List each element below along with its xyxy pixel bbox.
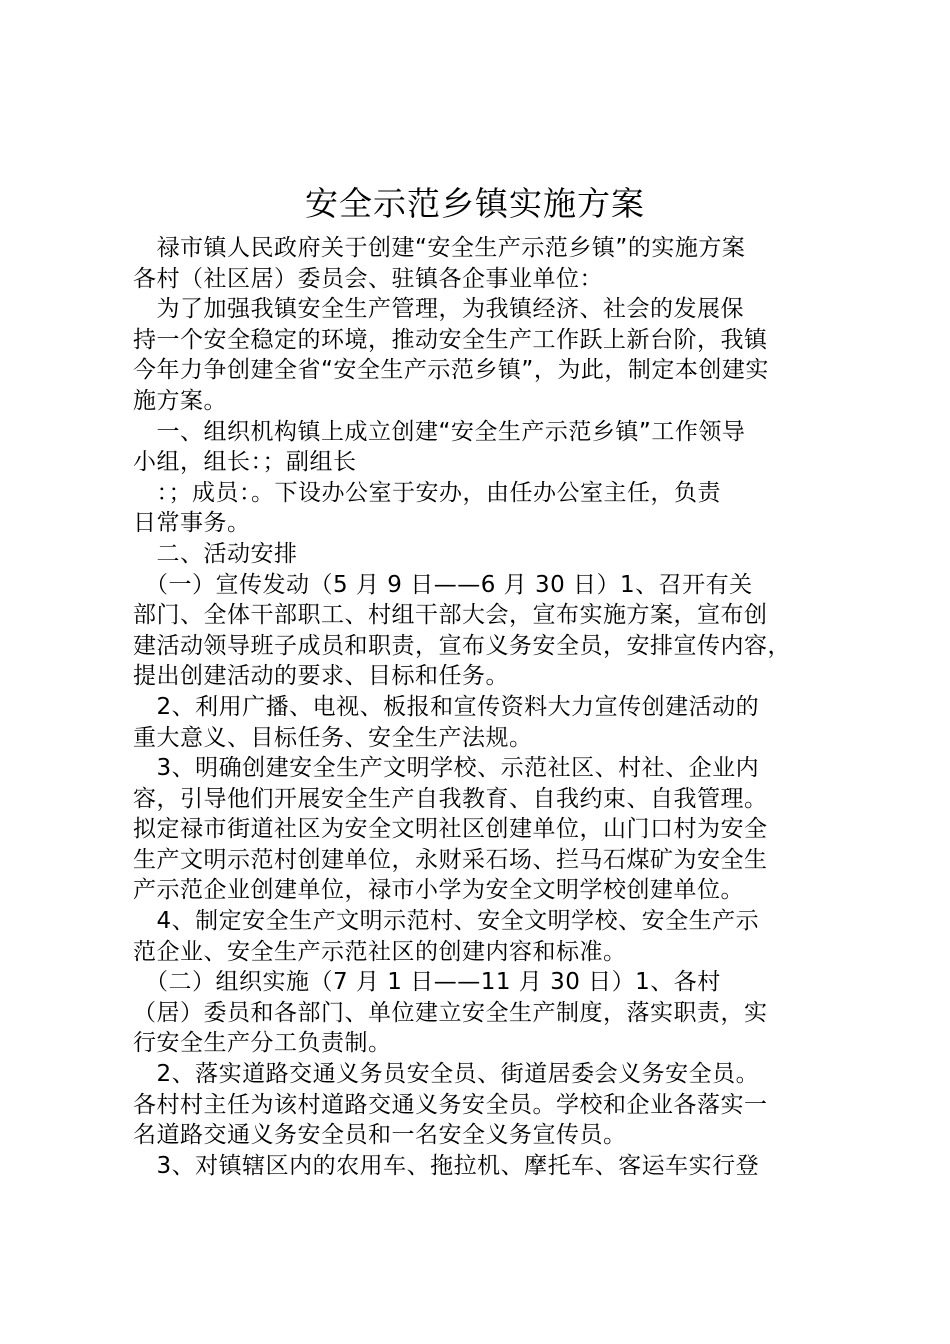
text-line: 各村村主任为该村道路交通义务安全员。学校和企业各落实一 xyxy=(133,1091,768,1118)
text-line: 4、制定安全生产文明示范村、安全文明学校、安全生产示 xyxy=(133,908,760,935)
text-line: 提出创建活动的要求、目标和任务。 xyxy=(133,663,509,690)
text-line: 3、明确创建安全生产文明学校、示范社区、村社、企业内 xyxy=(133,755,760,782)
text-line: 重大意义、目标任务、安全生产法规。 xyxy=(133,724,533,751)
text-line: 今年力争创建全省“安全生产示范乡镇”，为此，制定本创建实 xyxy=(133,357,769,384)
text-line: 各村（社区居）委员会、驻镇各企事业单位： xyxy=(133,265,603,292)
text-line: 一、组织机构镇上成立创建“安全生产示范乡镇”工作领导 xyxy=(133,418,746,445)
text-line: 生产文明示范村创建单位，永财采石场、拦马石煤矿为安全生 xyxy=(133,846,768,873)
document-title: 安全示范乡镇实施方案 xyxy=(305,184,645,223)
text-line: 产示范企业创建单位，禄市小学为安全文明学校创建单位。 xyxy=(133,877,744,904)
text-line: 范企业、安全生产示范社区的创建内容和标准。 xyxy=(133,938,627,965)
text-line: 施方案。 xyxy=(133,387,227,414)
text-line: 日常事务。 xyxy=(133,510,251,537)
text-line: 2、落实道路交通义务员安全员、街道居委会义务安全员。 xyxy=(133,1061,760,1088)
document-body xyxy=(133,233,833,1181)
text-line: 3、对镇辖区内的农用车、拖拉机、摩托车、客运车实行登 xyxy=(133,1152,760,1179)
text-line: 小组，组长：；副组长 xyxy=(133,449,357,476)
text-line: 禄市镇人民政府关于创建“安全生产示范乡镇”的实施方案 xyxy=(133,235,746,261)
text-line: 2、利用广播、电视、板报和宣传资料大力宣传创建活动的 xyxy=(133,693,760,720)
text-line: （二）组织实施（7 月 1 日——11 月 30 日）1、各村 xyxy=(133,969,721,996)
text-line: 二、活动安排 xyxy=(133,540,298,567)
text-line: 名道路交通义务安全员和一名安全义务宣传员。 xyxy=(133,1122,627,1149)
text-line: （居）委员和各部门、单位建立安全生产制度，落实职责，实 xyxy=(133,999,768,1026)
text-line: 持一个安全稳定的环境，推动安全生产工作跃上新台阶，我镇 xyxy=(133,326,768,353)
text-line: 行安全生产分工负责制。 xyxy=(133,1030,392,1057)
text-line: 部门、全体干部职工、村组干部大会，宣布实施方案，宣布创 xyxy=(133,602,768,629)
text-line: （一）宣传发动（5 月 9 日——6 月 30 日）1、召开有关 xyxy=(133,571,753,598)
text-line: ：；成员：。下设办公室于安办，由任办公室主任，负责 xyxy=(133,479,721,506)
text-line: 容，引导他们开展安全生产自我教育、自我约束、自我管理。 xyxy=(133,785,768,812)
text-line: 拟定禄市街道社区为安全文明社区创建单位，山门口村为安全 xyxy=(133,816,768,843)
text-line: 为了加强我镇安全生产管理，为我镇经济、社会的发展保 xyxy=(133,296,744,323)
text-line: 建活动领导班子成员和职责，宣布义务安全员，安排宣传内容， xyxy=(133,632,791,659)
